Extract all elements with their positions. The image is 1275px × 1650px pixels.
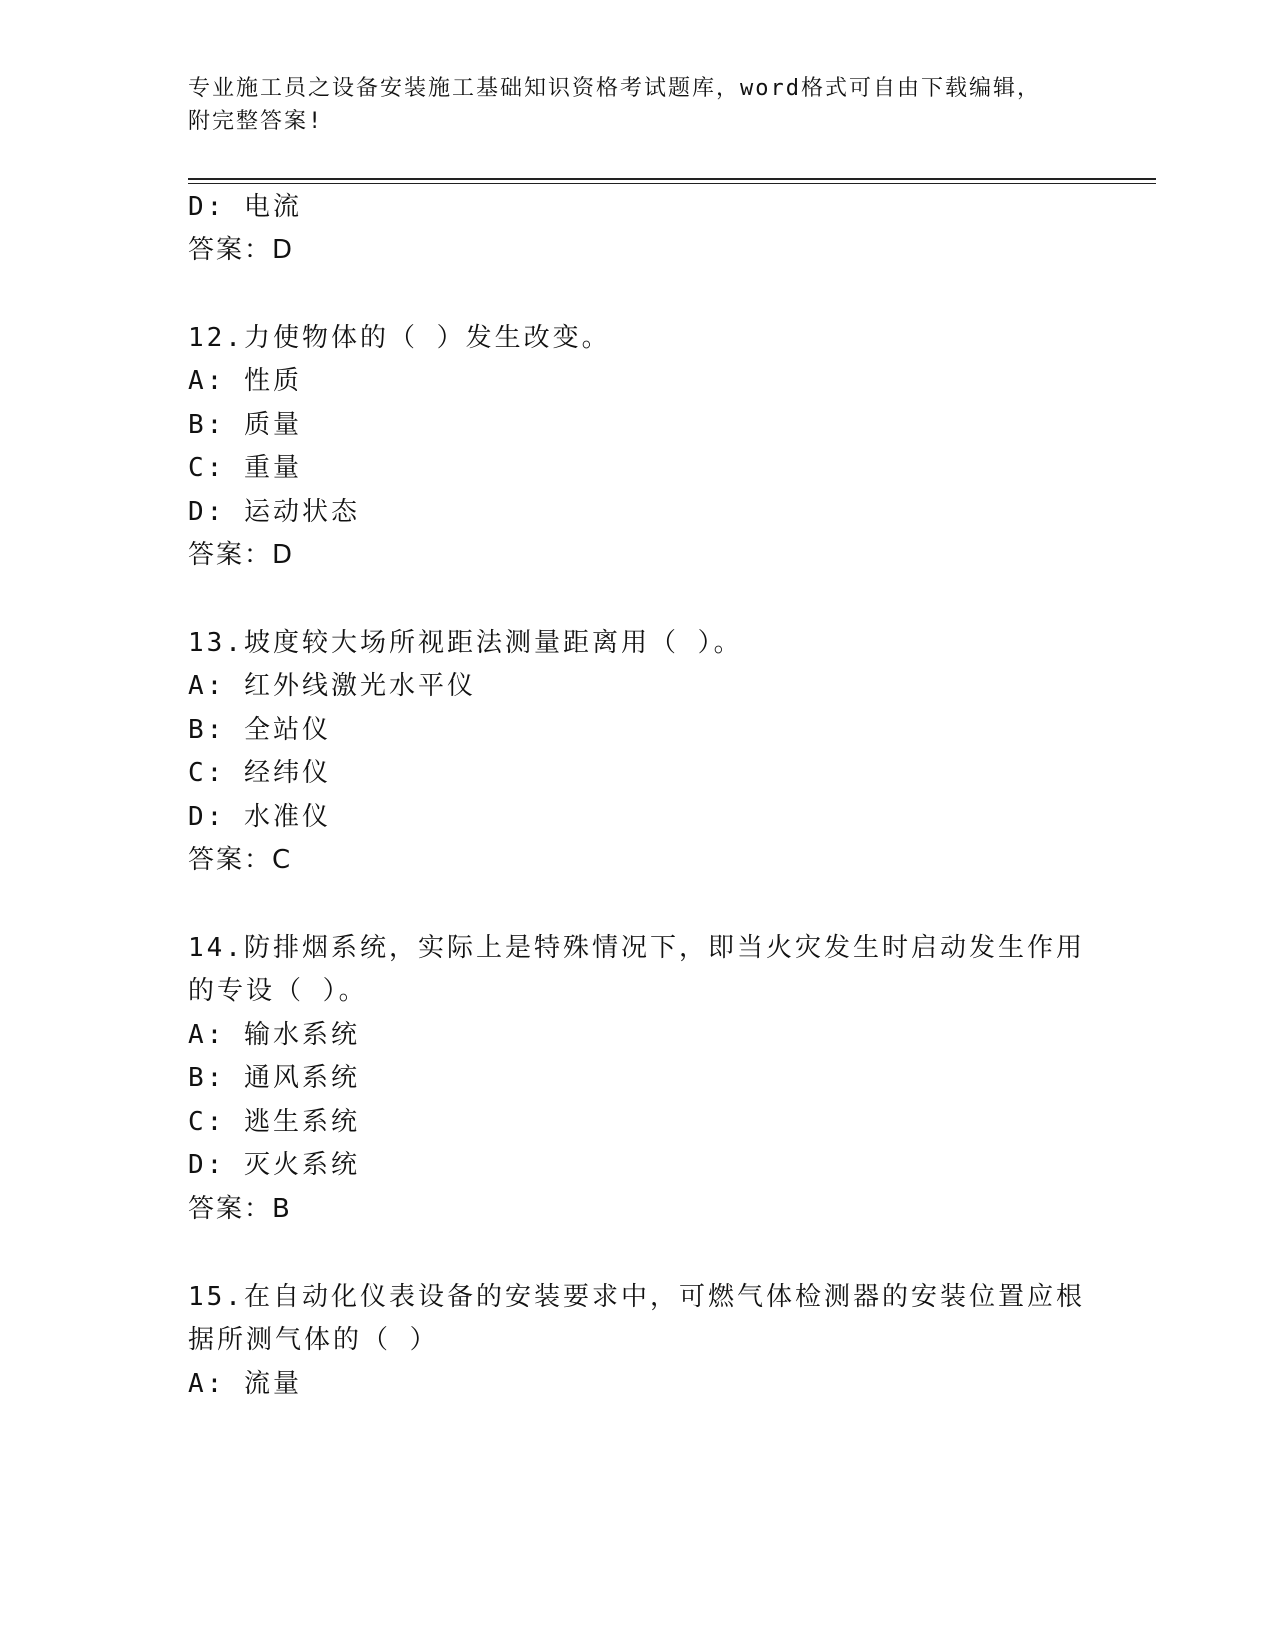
q13-option-c: C: 经纬仪 (188, 758, 331, 788)
q15-stem-line-2: 据所测气体的（ ） (188, 1325, 439, 1355)
q14-stem-line-2: 的专设（ ）。 (188, 976, 368, 1006)
q15-option-a: A: 流量 (188, 1369, 302, 1399)
document-header (188, 72, 1088, 138)
q12-answer: 答案：D (188, 540, 295, 570)
q14-stem-line-1: 14.防排烟系统，实际上是特殊情况下，即当火灾发生时启动发生作用 (188, 933, 1085, 963)
q13-option-a: A: 红外线激光水平仪 (188, 671, 476, 701)
q13-stem: 13.坡度较大场所视距法测量距离用（ ）。 (188, 628, 743, 658)
header-line-1: 专业施工员之设备安装施工基础知识资格考试题库，word格式可自由下载编辑， (188, 76, 1041, 101)
q12-option-a: A: 性质 (188, 366, 302, 396)
q11-answer: 答案：D (188, 235, 295, 265)
header-line-2: 附完整答案! (188, 109, 324, 134)
q12-option-b: B: 质量 (188, 410, 302, 440)
q14-option-c: C: 逃生系统 (188, 1107, 360, 1137)
q11-option-d: D: 电流 (188, 192, 302, 222)
q14-option-a: A: 输水系统 (188, 1020, 360, 1050)
q14-option-b: B: 通风系统 (188, 1063, 360, 1093)
q12-option-c: C: 重量 (188, 453, 302, 483)
q14-option-d: D: 灭火系统 (188, 1150, 360, 1180)
q12-stem: 12.力使物体的（ ）发生改变。 (188, 323, 611, 353)
q14-answer: 答案：B (188, 1194, 292, 1224)
q12-option-d: D: 运动状态 (188, 497, 360, 527)
q15-stem-line-1: 15.在自动化仪表设备的安装要求中，可燃气体检测器的安装位置应根 (188, 1282, 1085, 1312)
header-divider-thin (188, 183, 1156, 184)
q13-option-b: B: 全站仪 (188, 715, 331, 745)
q13-answer: 答案：C (188, 845, 293, 875)
q13-option-d: D: 水准仪 (188, 802, 331, 832)
header-divider (188, 178, 1156, 180)
